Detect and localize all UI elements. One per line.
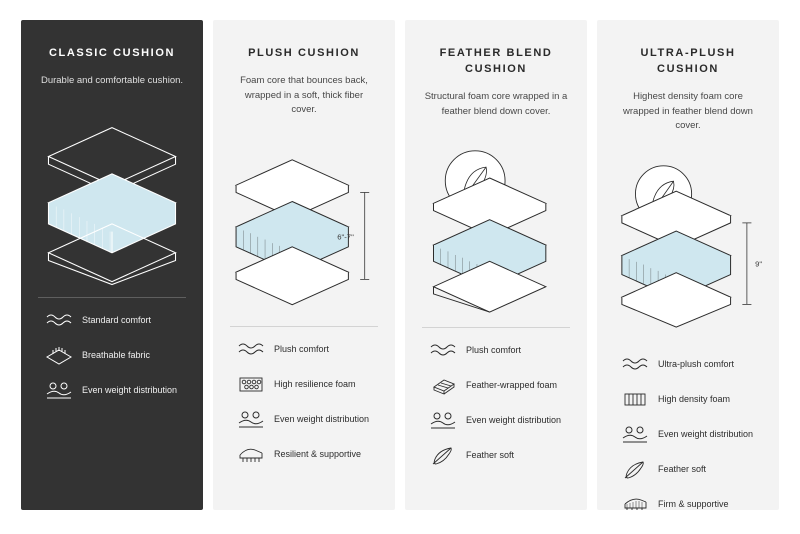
- feature-item: [429, 373, 573, 397]
- feature-list: [227, 337, 381, 466]
- feature-label: Even weight distribution: [658, 428, 754, 439]
- feature-item: [237, 407, 381, 431]
- wave-lines-icon: [429, 338, 457, 362]
- feather-blend-illustration: [419, 131, 573, 321]
- feature-item: [237, 372, 381, 396]
- card-feather-blend-cushion: [405, 20, 587, 510]
- card-title: PLUSH CUSHION: [248, 47, 360, 59]
- feature-item: [45, 343, 189, 367]
- card-plush-cushion: [213, 20, 395, 510]
- feature-label: High resilience foam: [274, 379, 356, 390]
- honeycomb-foam-icon: [237, 372, 265, 396]
- feature-item: [45, 378, 189, 402]
- firm-support-icon: [621, 492, 649, 510]
- feature-label: Feather-wrapped foam: [466, 380, 558, 391]
- feature-item: [237, 337, 381, 361]
- feature-label: Feather soft: [466, 450, 515, 461]
- feature-item: [621, 457, 765, 481]
- feature-label: Even weight distribution: [466, 415, 562, 426]
- breathable-fabric-icon: [45, 343, 73, 367]
- feature-label: Breathable fabric: [82, 349, 151, 360]
- measurement-bracket: [742, 223, 751, 305]
- measurement-label: 9": [755, 259, 763, 269]
- feature-label: Standard comfort: [82, 314, 152, 325]
- resilient-support-icon: [237, 442, 265, 466]
- feature-item: [429, 443, 573, 467]
- card-title: CLASSIC CUSHION: [48, 47, 176, 59]
- feature-list: [35, 308, 189, 402]
- measurement-bracket: [360, 192, 369, 279]
- feature-label: Ultra-plush comfort: [658, 358, 735, 369]
- divider: [38, 297, 186, 298]
- even-weight-icon: [45, 378, 73, 402]
- feature-label: Resilient & supportive: [274, 449, 362, 460]
- divider: [230, 326, 378, 327]
- classic-cushion-illustration: [35, 101, 189, 291]
- feature-label: Feather soft: [658, 463, 707, 474]
- feature-label: Plush comfort: [274, 344, 330, 355]
- feather-icon: [429, 443, 457, 467]
- feature-item: [237, 442, 381, 466]
- wave-lines-icon: [45, 308, 73, 332]
- card-description: Highest density foam core wrapped in feather blend down cover.: [623, 90, 753, 132]
- feature-item: [621, 492, 765, 510]
- feature-item: [621, 422, 765, 446]
- card-description: Foam core that bounces back, wrapped in a soft, thick fiber cover.: [240, 74, 368, 116]
- divider: [422, 327, 570, 328]
- foam-core-layer: [48, 174, 175, 253]
- even-weight-icon: [237, 407, 265, 431]
- feature-list: [419, 338, 573, 467]
- plush-cushion-illustration: [227, 130, 381, 320]
- feather-icon: [621, 457, 649, 481]
- wave-lines-icon: [621, 352, 649, 376]
- feather-wrapped-icon: [429, 373, 457, 397]
- card-description: Durable and comfortable cushion.: [40, 74, 184, 86]
- card-ultra-plush-cushion: [597, 20, 779, 510]
- even-weight-icon: [621, 422, 649, 446]
- feature-label: Plush comfort: [466, 345, 522, 356]
- feature-list: [611, 352, 765, 510]
- feature-label: Even weight distribution: [274, 414, 370, 425]
- feature-label: Firm & supportive: [658, 498, 729, 509]
- feature-label: High density foam: [658, 393, 731, 404]
- feature-item: [621, 387, 765, 411]
- bottom-layer: [236, 246, 348, 304]
- card-title: ULTRA-PLUSH CUSHION: [640, 47, 736, 75]
- ultra-plush-illustration: [611, 146, 765, 336]
- measurement-label: 6"-7": [337, 232, 354, 242]
- card-description: Structural foam core wrapped in a feather blend down cover.: [424, 90, 568, 117]
- wave-lines-icon: [237, 337, 265, 361]
- feature-item: [429, 338, 573, 362]
- even-weight-icon: [429, 408, 457, 432]
- feature-item: [429, 408, 573, 432]
- feature-item: [45, 308, 189, 332]
- high-density-foam-icon: [621, 387, 649, 411]
- feature-label: Even weight distribution: [82, 384, 178, 395]
- card-title: FEATHER BLEND CUSHION: [439, 47, 553, 75]
- feature-item: [621, 352, 765, 376]
- card-classic-cushion: [21, 20, 203, 510]
